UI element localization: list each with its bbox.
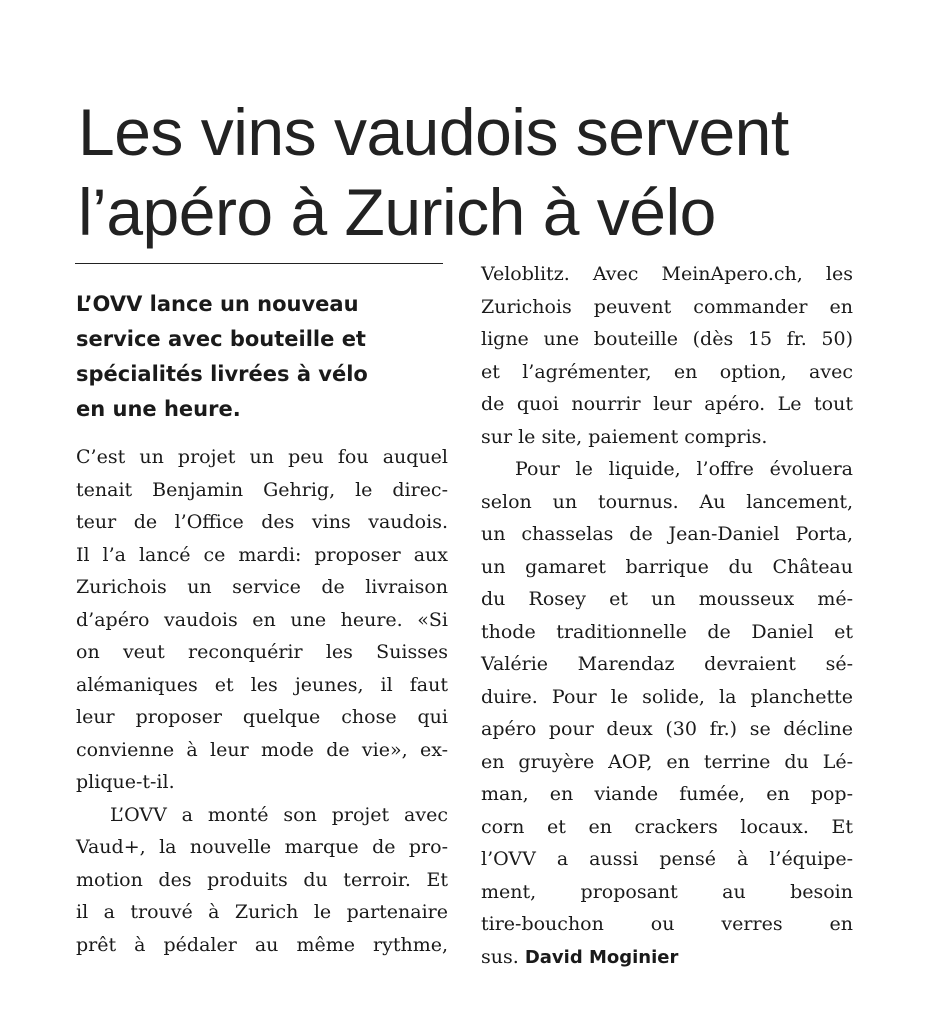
body-line: C’est un projet un peu fou auquel bbox=[76, 446, 448, 468]
body-line: thode traditionnelle de Daniel et bbox=[481, 620, 853, 643]
headline bbox=[78, 92, 898, 252]
lead-line: spécialités livrées à vélo bbox=[76, 362, 368, 386]
body-line: L’OVV a monté son projet avec bbox=[110, 803, 448, 826]
lead-line: L’OVV lance un nouveau bbox=[76, 292, 359, 316]
body-line: teur de l’Office des vins vaudois. bbox=[76, 511, 448, 533]
body-line: corn et en crackers locaux. Et bbox=[481, 815, 853, 838]
lead-divider bbox=[75, 263, 443, 264]
body-line: Valérie Marendaz devraient sé- bbox=[481, 653, 853, 675]
body-line: alémaniques et les jeunes, il faut bbox=[76, 673, 448, 696]
body-line: un gamaret barrique du Château bbox=[481, 555, 853, 578]
body-line: prêt à pédaler au même rythme, bbox=[76, 933, 448, 956]
lead-line: service avec bouteille et bbox=[76, 327, 366, 351]
body-line: sur le site, paiement compris. bbox=[481, 425, 768, 448]
body-line: Zurichois un service de livraison bbox=[76, 576, 448, 598]
headline-line: Les vins vaudois servent bbox=[78, 95, 789, 169]
body-line: Zurichois peuvent commander en bbox=[481, 295, 853, 318]
body-line: leur proposer quelque chose qui bbox=[76, 706, 448, 728]
body-line: de quoi nourrir leur apéro. Le tout bbox=[481, 393, 853, 415]
body-line: Pour le liquide, l’offre évoluera bbox=[515, 458, 853, 480]
body-line: apéro pour deux (30 fr.) se décline bbox=[481, 718, 853, 740]
body-column-1 bbox=[76, 441, 448, 961]
body-line: du Rosey et un mousseux mé- bbox=[481, 588, 853, 610]
lead-line: en une heure. bbox=[76, 397, 241, 421]
author-byline: David Moginier bbox=[524, 946, 679, 968]
body-line: en gruyère AOP, en terrine du Lé- bbox=[481, 750, 853, 773]
body-line: l’OVV a aussi pensé à l’équipe- bbox=[481, 848, 853, 870]
body-column-2 bbox=[481, 258, 853, 974]
body-line-final bbox=[481, 941, 853, 975]
body-line: plique-t-il. bbox=[76, 771, 175, 793]
body-line: d’apéro vaudois en une heure. «Si bbox=[76, 608, 448, 631]
body-line: ligne une bouteille (dès 15 fr. 50) bbox=[481, 328, 853, 350]
body-line: et l’agrémenter, en option, avec bbox=[481, 360, 853, 383]
headline-line: l’apéro à Zurich à vélo bbox=[78, 175, 716, 249]
body-line: il a trouvé à Zurich le partenaire bbox=[76, 901, 448, 923]
body-line: convienne à leur mode de vie», ex- bbox=[76, 738, 448, 761]
body-line: man, en viande fumée, en pop- bbox=[481, 783, 853, 805]
body-line: un chasselas de Jean-Daniel Porta, bbox=[481, 523, 853, 545]
lead-paragraph bbox=[76, 287, 448, 427]
body-line: Veloblitz. Avec MeinApero.ch, les bbox=[481, 263, 853, 285]
body-line: tire-bouchon ou verres en bbox=[481, 913, 853, 935]
body-line: sus. bbox=[481, 945, 519, 968]
body-line: tenait Benjamin Gehrig, le direc- bbox=[76, 478, 448, 501]
body-line: on veut reconquérir les Suisses bbox=[76, 641, 448, 663]
body-line: Il l’a lancé ce mardi: proposer aux bbox=[76, 543, 448, 566]
body-line: ment, proposant au besoin bbox=[481, 880, 853, 903]
body-line: Vaud+, la nouvelle marque de pro- bbox=[76, 836, 448, 858]
body-line: selon un tournus. Au lancement, bbox=[481, 490, 853, 513]
body-line: motion des produits du terroir. Et bbox=[76, 868, 448, 891]
body-line: duire. Pour le solide, la planchette bbox=[481, 685, 853, 708]
